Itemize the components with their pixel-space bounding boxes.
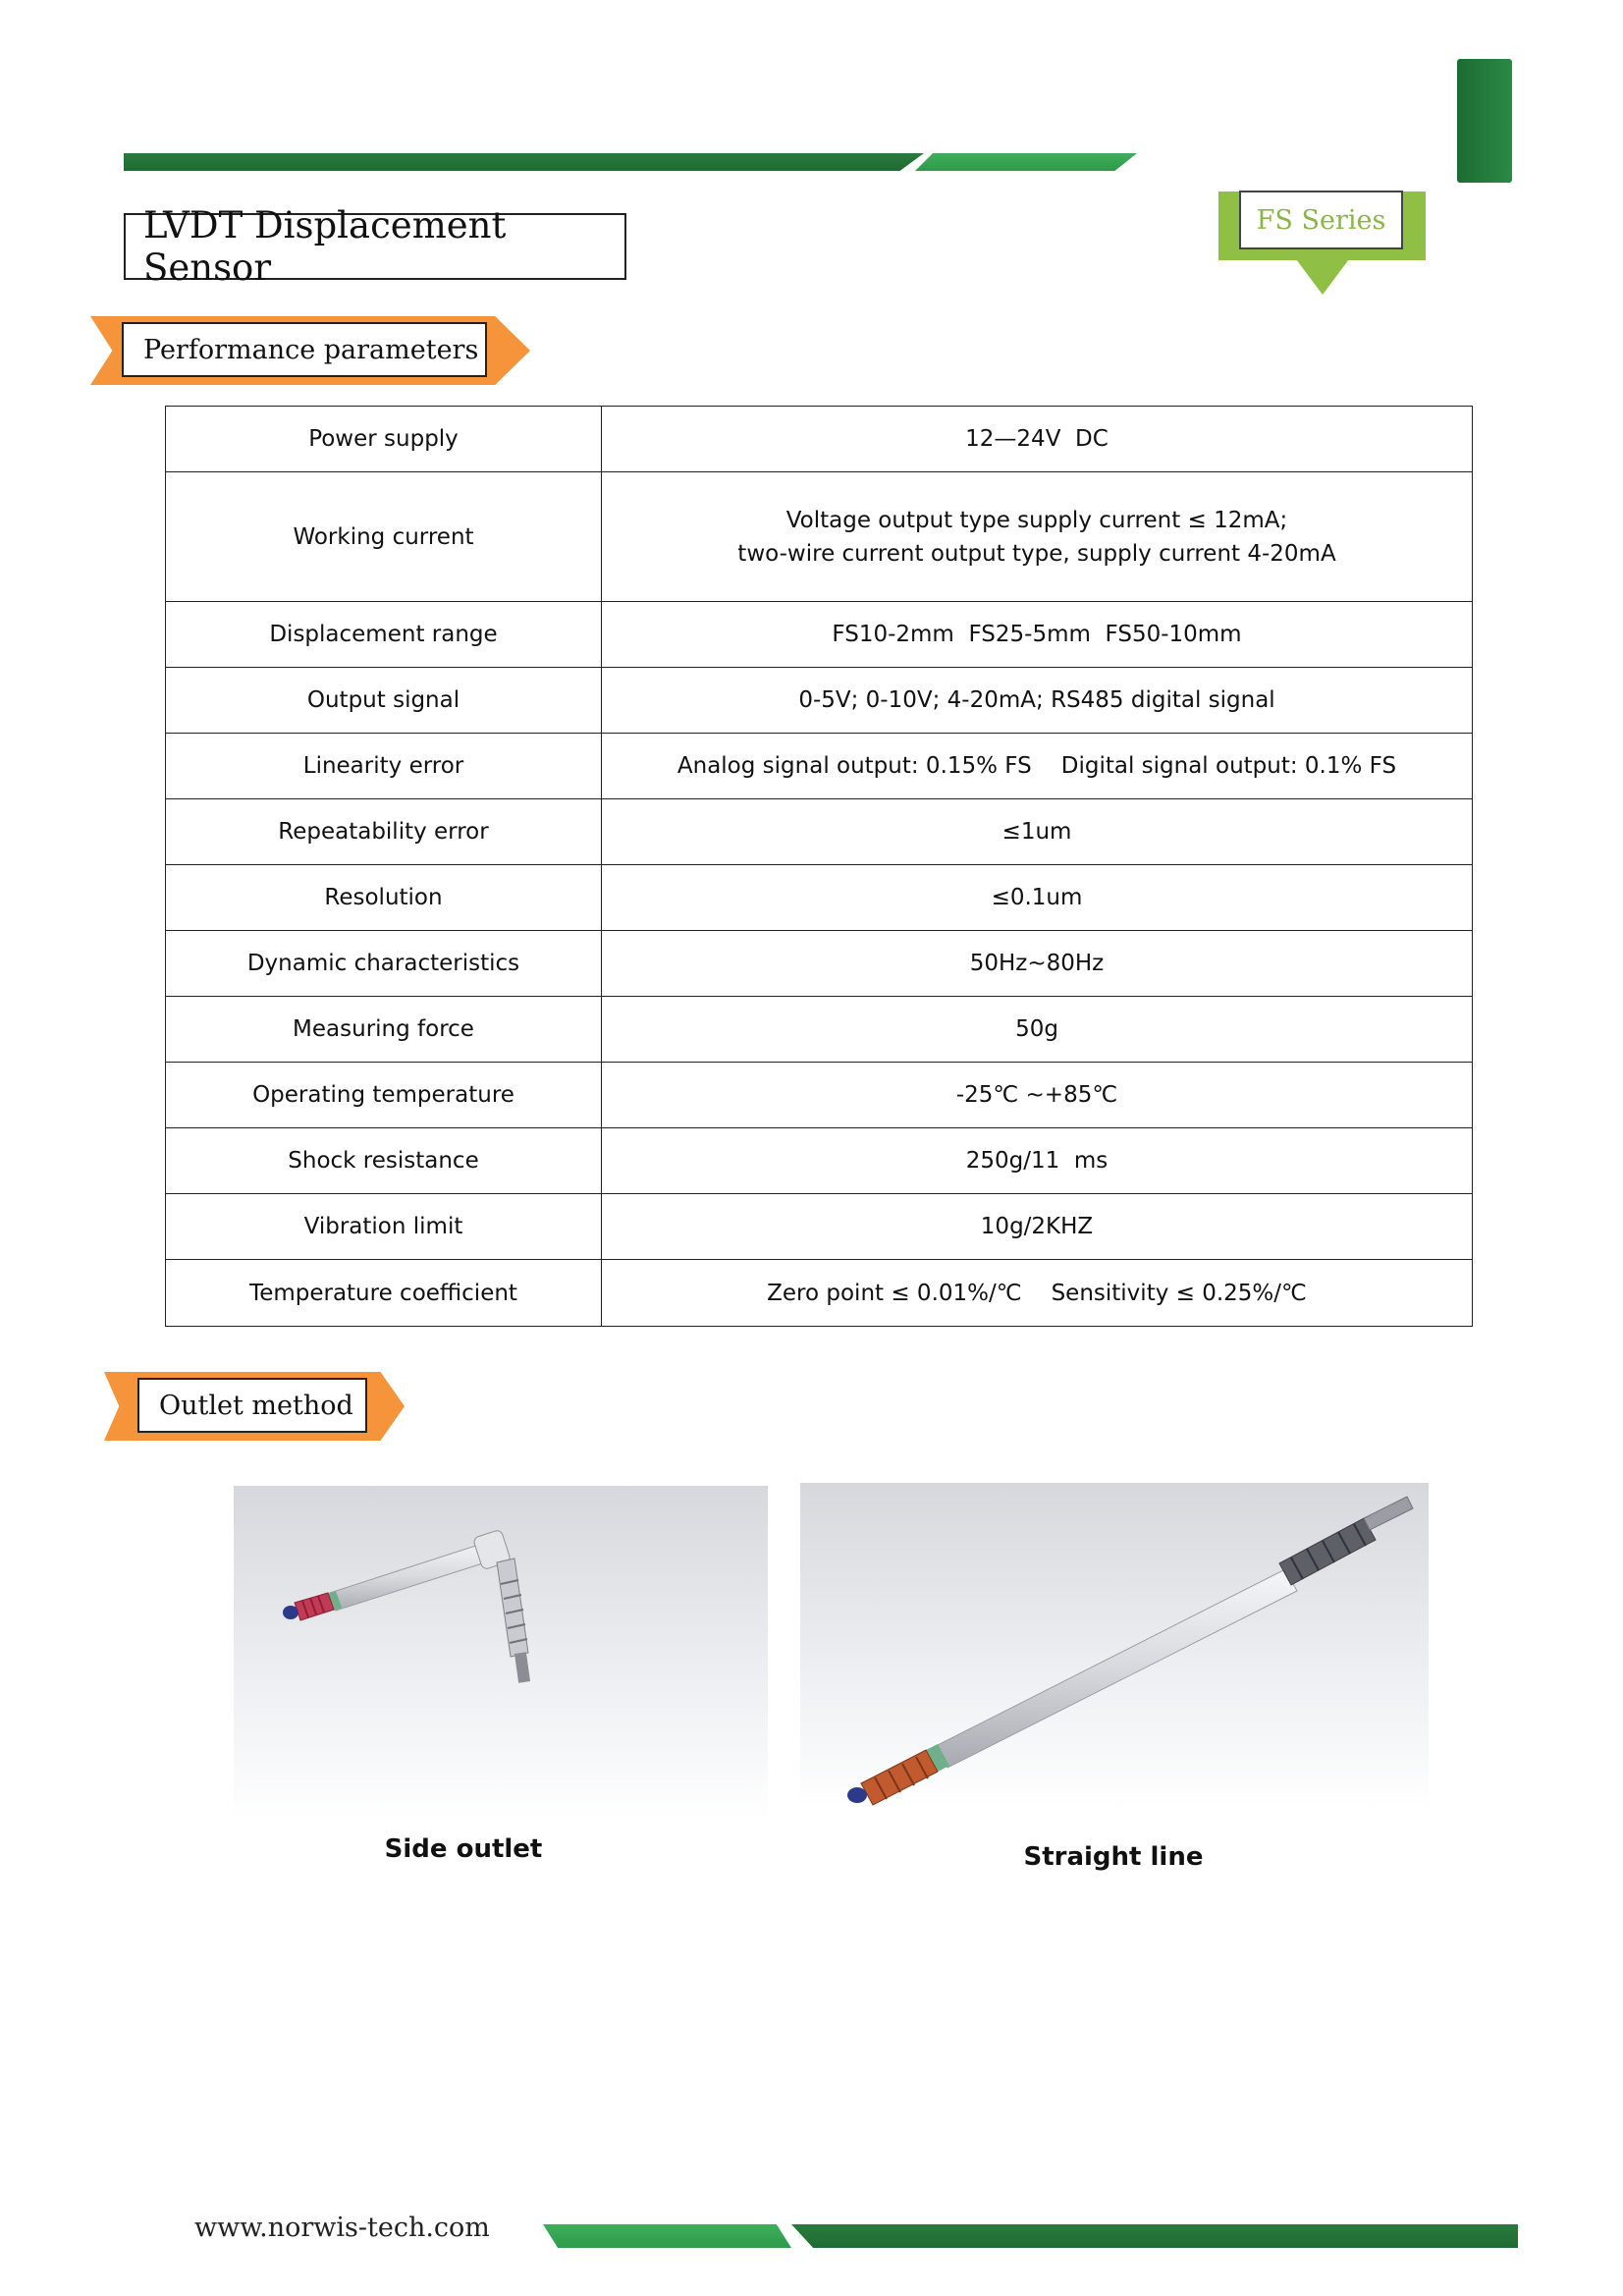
param-name: Repeatability error: [166, 799, 602, 865]
table-row: [166, 931, 1473, 997]
straight-line-sensor-image: [800, 1483, 1429, 1809]
side-outlet-drawing: [234, 1486, 768, 1820]
param-name: Vibration limit: [166, 1194, 602, 1260]
param-name: Working current: [166, 472, 602, 602]
table-row: [166, 997, 1473, 1063]
table-row: [166, 407, 1473, 472]
param-name: Operating temperature: [166, 1063, 602, 1128]
param-value-part: Sensitivity ≤ 0.25%/℃: [1051, 1280, 1307, 1306]
param-name: Displacement range: [166, 602, 602, 668]
param-value: [602, 602, 1473, 668]
footer-bar-dark: [791, 2224, 1518, 2248]
spec-table: [165, 406, 1473, 1327]
outlet-heading: Outlet method: [137, 1378, 367, 1433]
param-value: [602, 799, 1473, 865]
footer-url[interactable]: www.norwis-tech.com: [194, 2213, 490, 2243]
param-value: [602, 668, 1473, 734]
param-value-part: Voltage output type supply current ≤ 12mA;: [785, 507, 1288, 533]
param-value: [602, 1194, 1473, 1260]
param-value: [602, 1260, 1473, 1327]
side-outlet-sensor-image: [234, 1486, 768, 1820]
straight-line-caption: Straight line: [1023, 1842, 1204, 1872]
param-value-part: Zero point ≤ 0.01%/℃: [767, 1280, 1022, 1306]
param-value-part: 50Hz~80Hz: [969, 951, 1105, 976]
param-value-part: 50g: [1015, 1016, 1058, 1042]
param-value-part: Analog signal output: 0.15% FS: [676, 753, 1032, 779]
param-value: [602, 997, 1473, 1063]
table-row: [166, 1128, 1473, 1194]
param-value-part: 250g/11 ms: [965, 1148, 1109, 1174]
param-name: Shock resistance: [166, 1128, 602, 1194]
param-value-part: 12—24V DC: [965, 426, 1109, 452]
table-row: [166, 865, 1473, 931]
table-row: [166, 602, 1473, 668]
table-row: [166, 734, 1473, 799]
table-row: [166, 799, 1473, 865]
param-value-part: FS10-2mm FS25-5mm FS50-10mm: [832, 622, 1242, 647]
spec-table-body: [166, 407, 1473, 1327]
param-value: [602, 472, 1473, 602]
param-name: Temperature coefficient: [166, 1260, 602, 1327]
table-row: [166, 1063, 1473, 1128]
param-value-part: two-wire current output type, supply current 4-20mA: [737, 540, 1336, 567]
param-value-part: ≤1um: [1001, 819, 1072, 845]
param-value: [602, 407, 1473, 472]
arrow-down-icon: [1296, 259, 1349, 295]
param-value-part: 0-5V; 0-10V; 4-20mA; RS485 digital signal: [798, 687, 1275, 713]
param-name: Linearity error: [166, 734, 602, 799]
straight-line-drawing: [800, 1483, 1429, 1809]
performance-heading: Performance parameters: [122, 322, 487, 377]
table-row: [166, 1194, 1473, 1260]
corner-accent-block: [1457, 59, 1512, 183]
param-value: [602, 1063, 1473, 1128]
param-name: Measuring force: [166, 997, 602, 1063]
param-name: Resolution: [166, 865, 602, 931]
footer-bar-light: [543, 2224, 791, 2248]
table-row: [166, 668, 1473, 734]
param-name: Dynamic characteristics: [166, 931, 602, 997]
table-row: [166, 472, 1473, 602]
param-name: Output signal: [166, 668, 602, 734]
param-name: Power supply: [166, 407, 602, 472]
side-outlet-caption: Side outlet: [384, 1834, 543, 1864]
table-row: [166, 1260, 1473, 1327]
param-value-part: ≤0.1um: [991, 885, 1083, 910]
param-value: [602, 1128, 1473, 1194]
param-value: [602, 931, 1473, 997]
param-value: [602, 734, 1473, 799]
param-value: [602, 865, 1473, 931]
header-bar-light: [915, 153, 1137, 171]
header-bar-dark: [124, 153, 924, 171]
param-value-part: Digital signal output: 0.1% FS: [1060, 753, 1397, 779]
page-title: LVDT Displacement Sensor: [124, 213, 626, 280]
series-badge: FS Series: [1239, 191, 1403, 249]
param-value-part: 10g/2KHZ: [980, 1214, 1094, 1239]
param-value-part: -25℃ ~+85℃: [955, 1082, 1118, 1108]
